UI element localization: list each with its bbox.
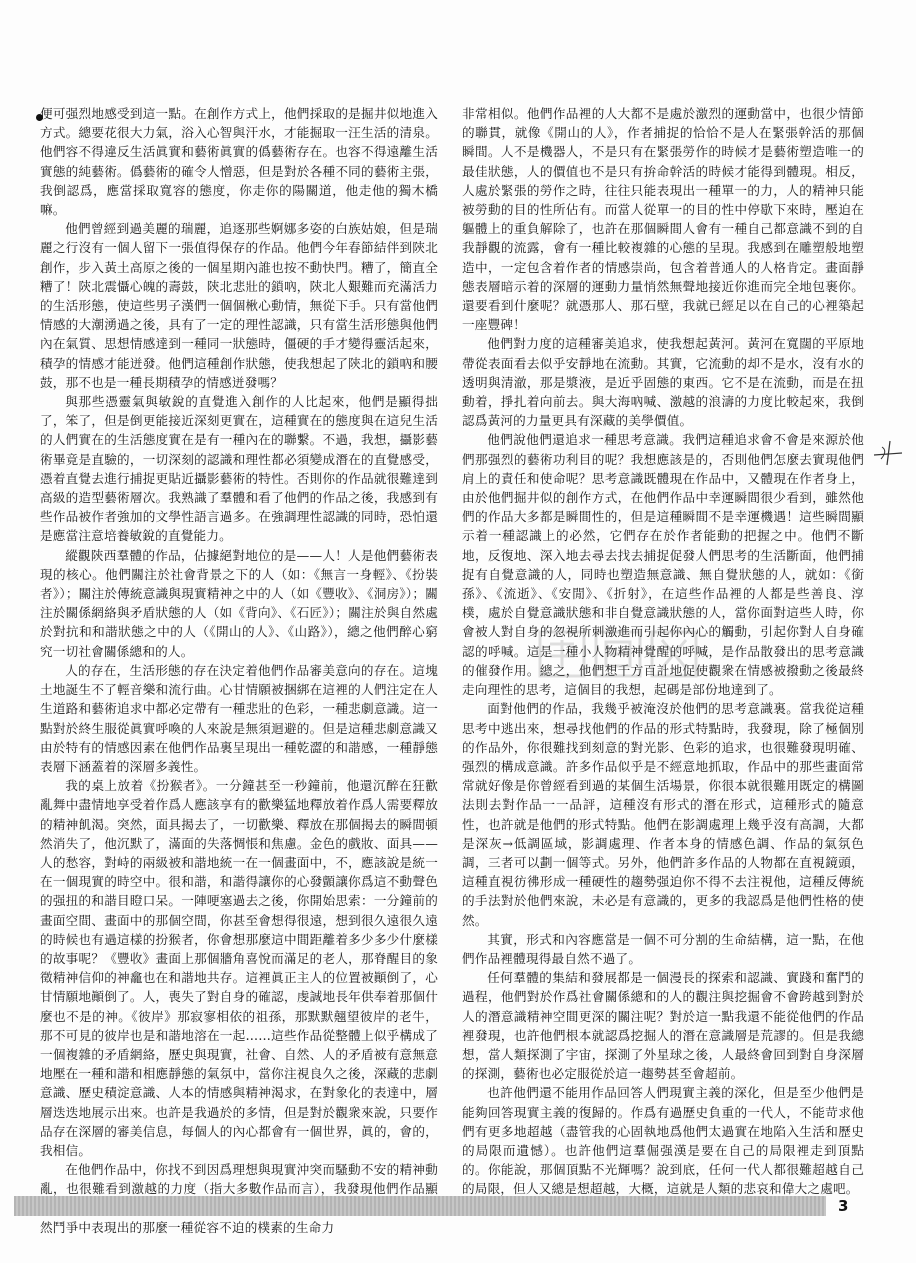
paragraph: 面對他們的作品，我幾乎被淹沒於他們的思考意識裏。當我從這種思考中逃出來，想尋找他們的作品的形式特點時，我發現，除了極個別的作品外，你很難找到刻意的對光影、色彩的追求，也很難發現明確、强烈的構成意識。許多作品似乎是不經意地抓取，作品中的那些畫面常常就好像是你曾經看到過的某個生活場景，你很本就很難用既定的構圖法則去對作品一一品評，這種沒有形式的潛在形式，這種形式的隨意性，也許就是他們的形式特點。他們在影調處理上幾乎沒有高調，大都是深灰→低調區域，影調處理、作者本身的情感色調、作品的氣氛色調，三者可以劃一個等式。另外，他們許多作品的人物都在直視鏡頭，這種直視彷彿形成一種硬性的趨勢强迫你不得不去注視他，這種反傳統的手法對於他們來說，未必是有意識的，更多的我認爲是他們性格的使然。 — [462, 701, 864, 928]
paragraph: 任何羣體的集結和發展都是一個漫長的探索和認識、實踐和奮鬥的過程，他們對於作爲社會關係總和的人的觀注與挖掘會不會跨越到對於人的潛意識精神空間更深的關注呢？對於這一點我還不能從他們的作品裡發現，也許他們根本就認爲挖掘人的潛在意識層是荒謬的。但是我總想，當人類探測了宇宙，探測了外星球之後，人最終會回到對自身深層的探測，藝術也必定服從於這一趨勢甚至會超前。 — [462, 970, 864, 1082]
handwritten-margin-mark-icon — [872, 438, 906, 468]
paragraph: 也許他們還不能用作品回答人們現實主義的深化，但是至少他們是能夠回答現實主義的復歸的。作爲有過歷史負重的一代人，不能苛求他們有更多地超越（盡管我的心固執地爲他們太過實在地陷入生活和歷史的局限而遺憾）。也許他們這羣倔强漢是要在自己的局限裡走到頂點的。你能說，那個頂點不光輝嗎？說到底，任何一代人都很難超越自己的局限，但人又總是想超越，大概，這就是人類的悲哀和偉大之處吧。 — [462, 1085, 864, 1197]
page-number: 3 — [838, 1197, 849, 1215]
paragraph: 縱觀陝西羣體的作品，佔據絕對地位的是——人！人是他們藝術表現的核心。他們關注於社會背景之下的人（如：《無言一身輕》、《扮裝者》）；關注於傳統意識與現實精神之中的人（如《豐收》、《洞房》）；關注於關係網絡與矛盾狀態的人（如《背向》、《石匠》）；關注於與自然處於對抗和和諧狀態之中的人（《開山的人》、《山路》），總之他們醉心窮究一切社會關係總和的人。 — [40, 547, 438, 659]
left-column — [40, 104, 438, 1237]
paragraph: 他們對力度的這種審美追求，使我想起黃河。黃河在寬闊的平原地帶從表面看去似乎安靜地在流動。其實，它流動的却不是水，沒有水的透明與清澈，那是漿液，是近乎固態的東西。它不是在流動，而是在扭動着，掙扎着向前去。與大海吶喊、激越的浪濤的力度比較起來，我倒認爲黃河的力量更具有深藏的美學價值。 — [462, 336, 864, 429]
footer-bar — [14, 1196, 826, 1216]
paragraph: 他們說他們還追求一種思考意識。我們這種追求會不會是來源於他們那强烈的藝術功利目的呢？我想應該是的，否則他們怎麼去實現他們肩上的責任和使命呢？思考意識既體現在作品中，又體現在作者身上，由於他們掘井似的創作方式，在他們作品中幸運瞬間很少看到，雖然他們的作品大多都是瞬間性的，但是這種瞬間不是幸運機遇！這些瞬間顯示着一種認識上的必然，它們存在於作者能動的把握之中。他們不斷地，反復地、深入地去尋去找去捕捉促發人們思考的生活斷面，他們捕捉有自覺意識的人，同時也塑造無意識、無自覺狀態的人，就如：《銜孫》、《流逝》、《安閒》、《折射》，在這些作品裡的人都是些善良、淳樸，處於自覺意識狀態和非自覺意識狀態的人，當你面對這些人時，你會被人對自身的忽視所刺激進而引起你內心的觸動，引起你對人自身確認的呼喊。這是一種小人物精神覺醒的呼喊，是作品散發出的思考意識的催發作用。總之，他們想千方百計地促使觀衆在情感被撥動之後最終走向理性的思考，這個目的我想，起碼是部份地達到了。 — [462, 432, 864, 698]
paragraph: 其實，形式和內容應當是一個不可分割的生命結構，這一點，在他們作品裡體現得最自然不過了。 — [462, 931, 864, 966]
paragraph: 在他們作品中，你找不到因爲理想與現實沖突而騷動不安的精神動亂，也很難看到激越的力度（指大多數作品而言），我發現他們作品顯 然鬥爭中表現出的那麼一種從容不迫的樸素的生命力 — [40, 1162, 438, 1235]
paragraph: 與那些憑靈氣與敏銳的直覺進入創作的人比起來，他們是顯得拙了，笨了，但是倒更能接近深刻更實在，這種實在的態度與在這兒生活的人們實在的生活態度實在是有一種內在的聯繫。不過，我想，攝影藝術畢竟是直驗的，一切深刻的認識和理性都必須變成潛在的直覺感受，憑着直覺去進行捕捉更貼近攝影藝術的特性。否則你的作品就很難達到高級的造型藝術層次。我熟識了羣體和看了他們的作品之後，我感到有些作品被作者強加的文學性語言過多。在強調理性認識的同時，恐怕還是應當注意培養敏銳的直覺能力。 — [40, 394, 438, 544]
paragraph: 非常相似。他們作品裡的人大都不是處於激烈的運動當中，也很少情節的聯貫，就像《開山的人》，作者捕捉的恰恰不是人在緊張幹活的那個瞬間。人不是機器人，不是只有在緊張勞作的時候才是藝術塑造唯一的最佳狀態，人的價值也不是只有拚命幹活的時候才能得到體現。相反，人處於緊張的勞作之時，往往只能表現出一種單一的力，人的精神只能被勞動的目的性所佔有。而當人從單一的目的性中停歇下來時，壓迫在軀體上的重負解除了，也許在那個瞬間人會有一種自己都意識不到的自我靜觀的流露，會有一種比較複雜的心態的呈現。我感到在雕塑般地塑造中，一定包含着作者的情感崇尚，包含着普通人的人格肯定。畫面靜態表層暗示着的深層的運動力量悄然無聲地接近你進而完全地包裹你。還要看到什麼呢？就憑那人、那石壁，我就已經足以在自己的心裡築起一座豐碑！ — [462, 106, 864, 333]
paragraph: 人的存在，生活形態的存在決定着他們作品審美意向的存在。這塊土地誕生不了輕音樂和流行曲。心甘情願被捆綁在這裡的人們注定在人生道路和藝術追求中都必定帶有一種悲壯的色彩，一種悲劇意識。這一點對於終生服從眞實呼喚的人來說是無須迴避的。但是這種悲劇意識又由於特有的情感因素在他們作品裏呈現出一種乾澀的和諧感，一種靜態表層下涵蓋着的深層多義性。 — [40, 662, 438, 774]
watermark-seal-icon — [536, 626, 706, 682]
paragraph: 我的桌上放着《扮猴者》。一分鐘甚至一秒鐘前，他還沉醉在狂歡亂舞中盡情地享受着作爲人應該享有的歡樂猛地釋放着作爲人需要釋放的精神飢渴。突然，面具揭去了，一切歡樂、釋放在那個揭去的瞬間頓然消失了，他沉默了，滿面的失落惆悵和焦慮。金色的戲妝、面具——人的愁容，對峙的兩級被和諧地統一在一個畫面中，不，應該說是統一在一個現實的時空中。很和諧，和諧得讓你的心發顫讓你爲這不動聲色的强扭的和諧目瞪口呆。一陣哽塞過去之後，你開始思索：一分鐘前的畫面空間、畫面中的那個空間，你甚至會想得很遠，想到很久遠很久遠的時候也有過這樣的扮猴者，你會想那麼這中間距離着多少多少什麼樣的故事呢？《豐收》畫面上那個牆角喜悅而滿足的老人，那脊醒目的象徵精神信仰的神龕也在和諧地共存。這裡眞正主人的位置被顚倒了，心甘情願地顚倒了。人，喪失了對自身的確認，虔誠地長年供奉着那個什麼也不是的神。《彼岸》那寂寥相依的祖孫，那默默翹望彼岸的老牛，那不可見的彼岸也是和諧地溶在一起……這些作品從整體上似乎構成了一個複雜的矛盾網絡，歷史與現實，社會、自然、人的矛盾被有意無意地壓在一種和諧和相應靜態的氣氛中，當你注視良久之後，深藏的悲劇意識、歷史積淀意識、人本的情感與精神渴求，在對象化的表達中，層層迭迭地展示出來。也許是我過於的多情，但是對於觀衆來說，只要作品存在深層的審美信息，每個人的內心都會有一個世界，眞的，會的，我相信。 — [40, 778, 438, 1158]
paragraph: 便可强烈地感受到這一點。在創作方式上，他們採取的是掘井似地進入方式。總要花很大力氣，浴入心智與汗水，才能掘取一汪生活的清泉。他們容不得違反生活眞實和藝術眞實的僞藝術存在。也容不得遠離生活實態的純藝術。僞藝術的確令人憎惡，但是對於各種不同的藝術主張，我倒認爲，應當採取寬容的態度，你走你的陽關道，他走他的獨木橋嘛。 — [40, 106, 438, 218]
paragraph: 他們曾經到過美麗的瑞麗，追逐那些婀娜多姿的白族姑娘，但是瑞麗之行沒有一個人留下一張值得保存的作品。他們今年春節結伴到陝北創作，步入黃土高原之後的一個星期內誰也按不動快門。糟了，簡直全糟了！陝北震懾心魄的壽鼓，陝北悲壯的鎖吶，陝北人艱難而充滿活力的生活形態，使這些男子漢們一個個楸心動情，無從下手。只有當他們情感的大潮湧過之後，具有了一定的理性認識，只有當生活形態與他們內在氣質、思想情感達到一種同一狀態時，僵硬的手才變得靈活起來，積孕的情感才能迸發。他們這種創作狀態，使我想起了陝北的鎖吶和腰鼓，那不也是一種長期積孕的情感迸發嗎？ — [40, 221, 438, 390]
